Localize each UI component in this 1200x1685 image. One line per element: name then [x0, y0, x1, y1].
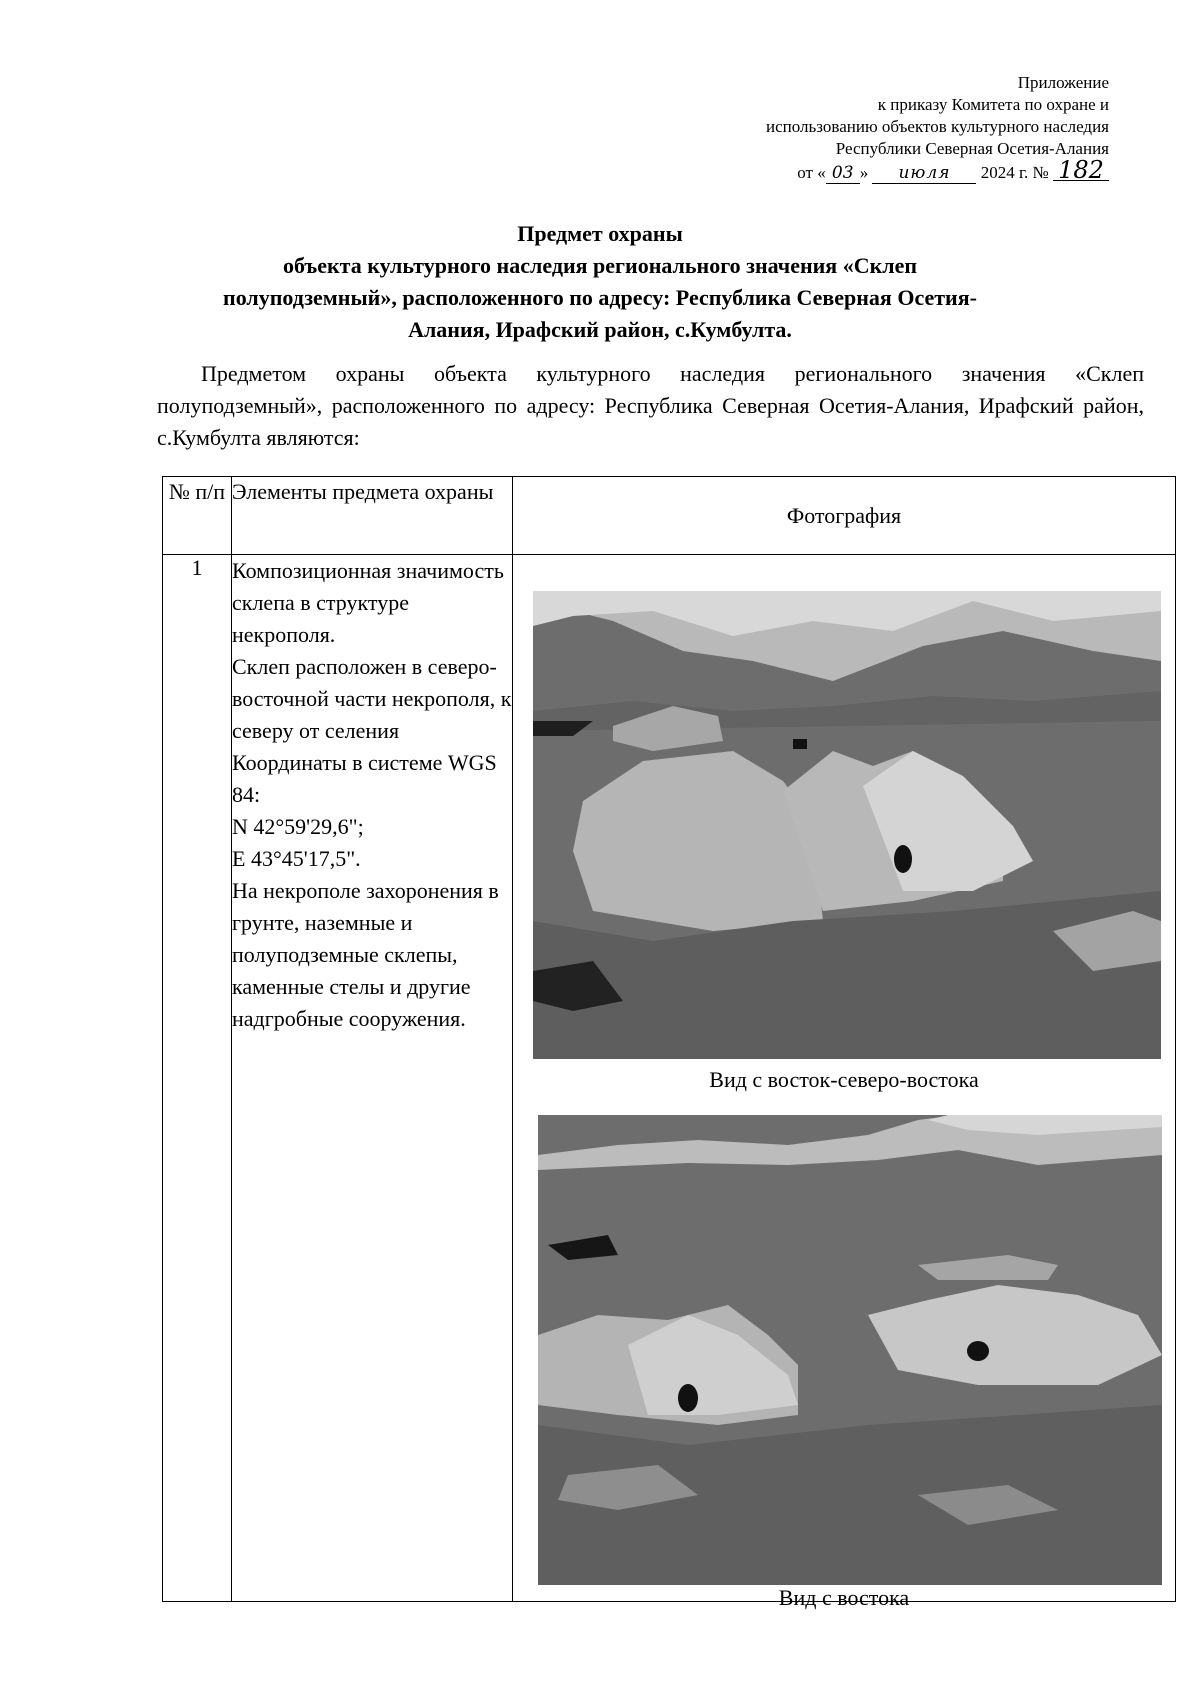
description-part-3: Координаты в системе WGS 84:: [232, 750, 497, 807]
appendix-republic-line: Республики Северная Осетия-Алания: [835, 139, 1109, 158]
appendix-order-line: к приказу Комитета по охране и: [877, 95, 1109, 114]
description-part-4: N 42°59'29,6";: [232, 814, 364, 839]
order-year-text: 2024 г. №: [980, 163, 1049, 182]
header-photo: Фотография: [513, 477, 1176, 555]
description-part-2: Склеп расположен в северо-восточной части некрополя, к северу от селения: [232, 654, 512, 743]
photo-caption-1: Вид с восток-северо-востока: [709, 1067, 979, 1092]
appendix-committee-line: использованию объектов культурного наследия: [766, 117, 1109, 136]
crypt-photo-east: [538, 1115, 1162, 1585]
row-photos: [513, 555, 1176, 1610]
order-date-prefix: от «: [797, 163, 826, 182]
table-row: [163, 555, 1176, 1602]
photo-caption-2: Вид с востока: [778, 1585, 910, 1610]
title-line-4: Алания, Ирафский район, с.Кумбулта.: [408, 317, 792, 342]
row-description: [232, 555, 513, 1602]
order-date-line: [589, 156, 1109, 184]
protection-table: [162, 476, 1176, 1610]
title-line-3: полуподземный», расположенного по адресу: Республика Северная Осетия-: [223, 285, 977, 310]
header-number: № п/п: [163, 477, 232, 555]
document-title: [130, 218, 1070, 346]
order-month: июля: [872, 163, 976, 184]
intro-paragraph: Предметом охраны объекта культурного наследия регионального значения «Склеп полуподземный», расположенного по адресу: Республика Северная Осетия-Алания, Ирафский район, с.Кумбулта являются:: [157, 361, 1144, 450]
title-line-2: объекта культурного наследия регионального значения «Склеп: [282, 253, 918, 278]
appendix-header: [589, 72, 1109, 184]
order-day: 03: [826, 163, 860, 184]
description-part-6: На некрополе захоронения в грунте, наземные и полуподземные склепы, каменные стелы и другие надгробные сооружения.: [232, 878, 499, 1031]
title-line-1: Предмет охраны: [517, 221, 683, 246]
order-number: 182: [1053, 160, 1109, 181]
row-number: 1: [163, 555, 232, 1602]
description-part-5: E 43°45'17,5".: [232, 846, 361, 871]
description-part-1: Композиционная значимость склепа в структуре некрополя.: [232, 558, 504, 647]
crypt-photo-east-northeast: [533, 591, 1161, 1059]
table-header-row: [163, 477, 1176, 555]
header-elements: Элементы предмета охраны: [232, 477, 513, 555]
appendix-title: Приложение: [1017, 73, 1109, 92]
order-day-suffix: »: [859, 163, 869, 182]
